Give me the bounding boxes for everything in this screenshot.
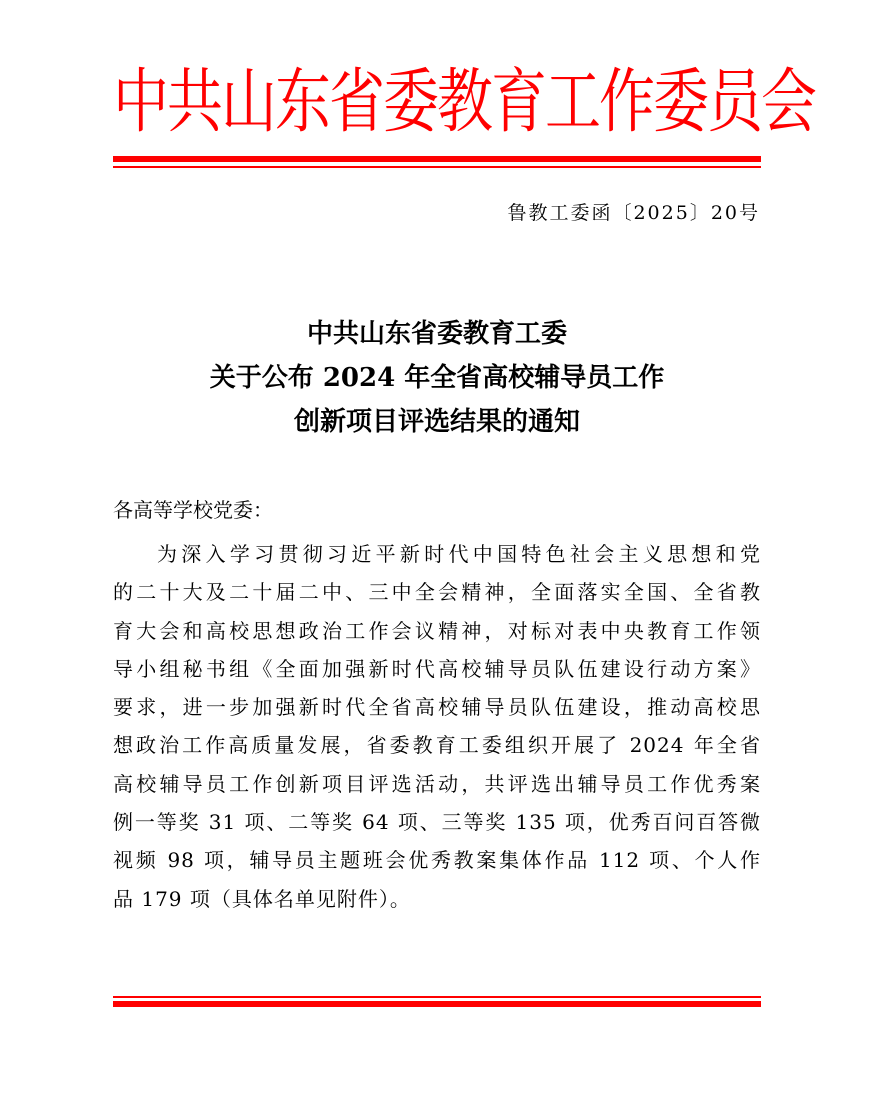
header-rule-thick [113,156,761,162]
header-rule-thin [113,166,761,168]
document-title [113,312,761,444]
body-line: 的二十大及二十届二中、三中全会精神，全面落实全国、全省教 [113,580,761,605]
body-line: 要求，进一步加强新时代全省高校辅导员队伍建设，推动高校思 [113,695,761,720]
body-line: 品 179 项（具体名单见附件）。 [113,886,411,911]
title-line-3: 创新项目评选结果的通知 [293,407,580,437]
body-paragraph [113,535,761,918]
body-line: 导小组秘书组《全面加强新时代高校辅导员队伍建设行动方案》 [113,656,761,681]
title-line-1: 中共山东省委教育工委 [306,319,567,349]
masthead-organization: 中共山东省委教育工作委员会 [113,61,815,143]
footer-rule-thick [113,1001,761,1007]
salutation: 各高等学校党委： [113,498,273,522]
body-line: 为深入学习贯彻习近平新时代中国特色社会主义思想和党 [157,542,761,566]
body-line: 例一等奖 31 项、二等奖 64 项、三等奖 135 项，优秀百问百答微 [113,810,761,835]
body-line: 视频 98 项，辅导员主题班会优秀教案集体作品 112 项、个人作 [113,848,761,873]
footer-rule-thin [113,996,761,998]
body-line: 高校辅导员工作创新项目评选活动，共评选出辅导员工作优秀案 [113,771,761,796]
document-number: 鲁教工委函〔2025〕20号 [507,202,760,224]
title-line-2: 关于公布 2024 年全省高校辅导员工作 [209,363,665,393]
body-line: 想政治工作高质量发展，省委教育工委组织开展了 2024 年全省 [113,733,761,758]
body-line: 育大会和高校思想政治工作会议精神，对标对表中央教育工作领 [113,618,761,643]
